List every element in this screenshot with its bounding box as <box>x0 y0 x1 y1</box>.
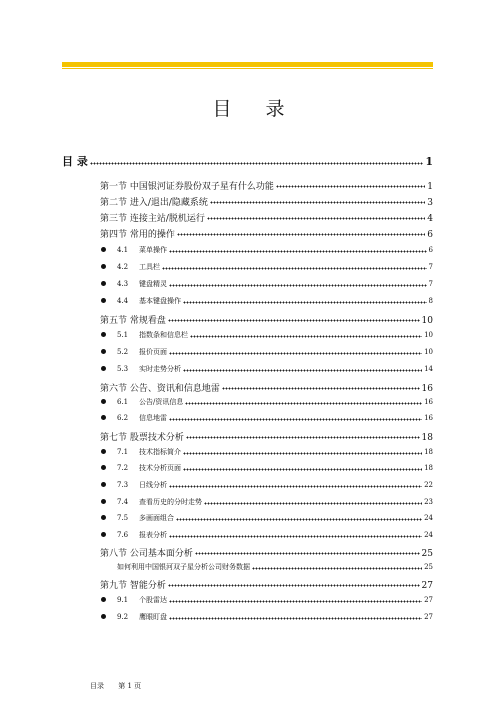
dot-leader <box>162 267 427 270</box>
dot-leader <box>168 319 420 322</box>
dot-leader <box>190 335 422 338</box>
bullet-icon <box>101 465 106 470</box>
toc-entry-label: 日线分析 <box>139 481 167 489</box>
dot-leader <box>183 301 427 304</box>
toc-entry[interactable] <box>100 546 433 559</box>
toc-entry-code: 7.2 <box>117 464 129 472</box>
bullet-icon <box>101 482 106 487</box>
toc-entry[interactable] <box>100 179 433 192</box>
toc-entry[interactable] <box>117 447 433 457</box>
toc-entry-label: 实时走势分析 <box>139 365 181 373</box>
toc-entry-page: 8 <box>428 297 433 305</box>
toc-entry-label: 第三节 连接主站/脱机运行 <box>100 214 205 224</box>
dot-leader <box>169 535 422 538</box>
toc-entry-label: 第八节 公司基本面分析 <box>100 549 193 559</box>
toc-entry-page: 7 <box>428 263 433 271</box>
toc-entry-label: 基本键盘操作 <box>139 297 181 305</box>
toc-entry-label: 第六节 公告、资讯和信息地雷 <box>100 384 220 394</box>
toc-entry-code: 4.1 <box>117 246 129 254</box>
footer-section: 目录 <box>90 682 104 690</box>
toc-entry-code: 7.6 <box>117 531 129 539</box>
toc-entry-label: 第一节 中国银河证券股份双子星有什么功能 <box>100 182 274 192</box>
toc-entry-page: 16 <box>424 414 433 422</box>
toc-entry[interactable] <box>100 227 433 240</box>
toc-entry-label: 第二节 进入/退出/隐藏系统 <box>100 198 208 208</box>
toc-entry-label: 如何利用中国银河双子星分析公司财务数据 <box>117 563 250 571</box>
bullet-icon <box>101 499 106 504</box>
toc-entry-label: 报价页面 <box>139 348 167 356</box>
toc-entry-page: 6 <box>428 246 433 254</box>
toc-entry-code: 7.5 <box>117 514 129 522</box>
toc-entry-page: 24 <box>424 531 433 539</box>
toc-entry-label: 第七节 股票技术分析 <box>100 433 184 443</box>
toc-entry-page: 10 <box>421 316 433 326</box>
toc-entry[interactable] <box>117 513 433 523</box>
toc-entry[interactable] <box>117 595 433 605</box>
bullet-icon <box>101 597 106 602</box>
toc-entry-code: 7.3 <box>117 481 129 489</box>
toc-entry-label: 报表分析 <box>139 531 167 539</box>
dot-leader <box>176 518 422 521</box>
toc-entry[interactable] <box>117 262 433 272</box>
dot-leader <box>169 617 422 620</box>
toc-entry-code: 7.4 <box>117 498 129 506</box>
toc-entry-label: 第九节 智能分析 <box>100 581 166 591</box>
toc-entry-label: 技术指标简介 <box>139 448 181 456</box>
dot-leader <box>207 217 425 220</box>
toc-entry-page: 16 <box>421 384 433 394</box>
toc-entry-code: 9.2 <box>117 613 129 621</box>
dot-leader <box>210 201 425 204</box>
toc-entry-page: 10 <box>424 348 433 356</box>
toc-entry-label: 鹰眼盯盘 <box>139 613 167 621</box>
toc-entry[interactable] <box>117 245 433 255</box>
dot-leader <box>186 436 420 439</box>
toc-entry-page: 18 <box>421 433 433 443</box>
toc-entry-label: 第四节 常用的操作 <box>100 230 175 240</box>
toc-entry[interactable] <box>100 211 433 224</box>
dot-leader <box>183 452 422 455</box>
toc-entry-label: 工具栏 <box>139 263 160 271</box>
toc-entry[interactable] <box>117 480 433 490</box>
bullet-icon <box>101 532 106 537</box>
header-accent-line <box>62 68 433 69</box>
bullet-icon <box>101 349 106 354</box>
toc-entry-page: 27 <box>421 581 433 591</box>
page-title: 目 录 <box>212 98 299 120</box>
toc-entry-page: 14 <box>424 365 433 373</box>
toc-entry-label: 键盘精灵 <box>139 280 167 288</box>
toc-entry-page: 25 <box>421 549 433 559</box>
toc-entry-page: 3 <box>427 198 433 208</box>
dot-leader <box>204 502 422 505</box>
toc-entry-code: 4.3 <box>117 280 129 288</box>
toc-entry-code: 5.3 <box>117 365 129 373</box>
toc-entry-label: 信息地雷 <box>139 414 167 422</box>
toc-entry[interactable] <box>117 463 433 473</box>
dot-leader <box>169 352 422 355</box>
header-accent-bar <box>62 62 433 67</box>
toc-entry[interactable] <box>117 397 433 407</box>
toc-entry[interactable] <box>100 578 433 591</box>
toc-entry-page: 23 <box>424 498 433 506</box>
toc-entry-page: 10 <box>424 331 433 339</box>
toc-entry-label: 菜单操作 <box>139 246 167 254</box>
toc-entry[interactable] <box>117 364 433 374</box>
dot-leader <box>177 233 425 236</box>
toc-entry[interactable] <box>100 313 433 326</box>
toc-entry-code: 4.4 <box>117 297 129 305</box>
toc-entry-page: 16 <box>424 398 433 406</box>
dot-leader <box>183 468 422 471</box>
dot-leader <box>222 387 420 390</box>
bullet-icon <box>101 247 106 252</box>
toc-entry-label: 多画面组合 <box>139 514 174 522</box>
toc-entry-label: 查看历史的分时走势 <box>139 498 202 506</box>
toc-entry-code: 5.1 <box>117 331 129 339</box>
toc-entry[interactable] <box>117 530 433 540</box>
toc-entry[interactable] <box>117 296 433 306</box>
toc-entry[interactable] <box>100 381 433 394</box>
toc-entry-page: 4 <box>427 214 433 224</box>
dot-leader <box>169 250 427 253</box>
toc-entry-code: 5.2 <box>117 348 129 356</box>
bullet-icon <box>101 366 106 371</box>
toc-entry-page: 22 <box>424 481 433 489</box>
bullet-icon <box>101 449 106 454</box>
dot-leader <box>185 402 422 405</box>
bullet-icon <box>101 298 106 303</box>
bullet-icon <box>101 515 106 520</box>
toc-entry-label: 技术分析页面 <box>139 464 181 472</box>
dot-leader <box>183 369 422 372</box>
bullet-icon <box>101 614 106 619</box>
dot-leader <box>169 600 422 603</box>
toc-entry-page: 1 <box>427 182 433 192</box>
toc-entry[interactable] <box>117 612 433 622</box>
page-footer <box>90 681 153 691</box>
toc-entry-label: 第五节 常规看盘 <box>100 316 166 326</box>
toc-entry-page: 24 <box>424 514 433 522</box>
toc-entry[interactable] <box>117 279 433 289</box>
toc-entry-code: 9.1 <box>117 596 129 604</box>
dot-leader <box>195 552 420 555</box>
toc-entry-page: 25 <box>424 563 433 571</box>
bullet-icon <box>101 332 106 337</box>
toc-entry-page: 6 <box>427 230 433 240</box>
dot-leader <box>252 567 422 570</box>
toc-entry[interactable] <box>117 347 433 357</box>
toc-entry-page: 7 <box>428 280 433 288</box>
toc-entry[interactable] <box>117 562 433 572</box>
toc-entry[interactable] <box>100 430 433 443</box>
toc-entry[interactable] <box>117 497 433 507</box>
toc-entry-page: 27 <box>424 613 433 621</box>
bullet-icon <box>101 281 106 286</box>
toc-entry[interactable] <box>62 153 433 169</box>
toc-entry[interactable] <box>117 330 433 340</box>
toc-entry-code: 6.1 <box>117 398 129 406</box>
bullet-icon <box>101 399 106 404</box>
toc-entry[interactable] <box>100 195 433 208</box>
toc-entry-code: 6.2 <box>117 414 129 422</box>
toc-entry-label: 指数条和信息栏 <box>139 331 188 339</box>
toc-entry-label: 目 录 <box>62 155 88 168</box>
toc-entry[interactable] <box>117 413 433 423</box>
dot-leader <box>90 162 424 165</box>
toc-entry-page: 27 <box>424 596 433 604</box>
dot-leader <box>276 185 425 188</box>
toc-entry-page: 18 <box>424 448 433 456</box>
dot-leader <box>169 284 427 287</box>
toc-entry-code: 4.2 <box>117 263 129 271</box>
footer-page-number: 第 1 页 <box>118 682 142 690</box>
toc-entry-code: 7.1 <box>117 448 129 456</box>
dot-leader <box>169 418 422 421</box>
toc-entry-label: 公告/资讯信息 <box>139 398 184 406</box>
dot-leader <box>169 485 422 488</box>
toc-entry-page: 18 <box>424 464 433 472</box>
dot-leader <box>168 584 420 587</box>
bullet-icon <box>101 415 106 420</box>
bullet-icon <box>101 264 106 269</box>
toc-entry-page: 1 <box>425 155 433 168</box>
toc-entry-label: 个股雷达 <box>139 596 167 604</box>
